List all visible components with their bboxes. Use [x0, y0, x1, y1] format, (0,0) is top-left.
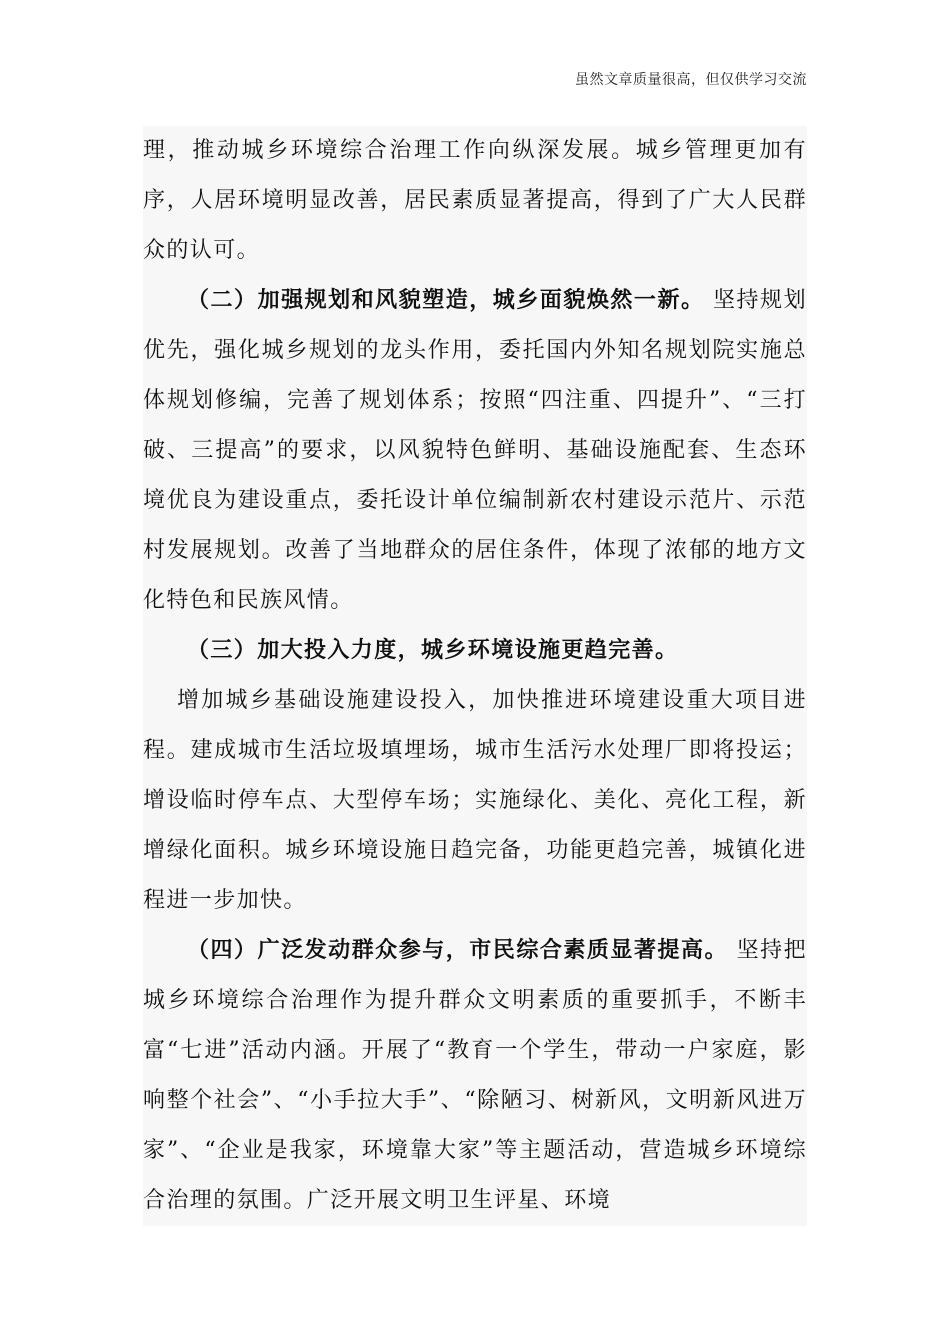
paragraph-4	[143, 676, 807, 926]
paragraph-5	[143, 926, 807, 1226]
document-body	[143, 126, 807, 1226]
section-heading-2: （二）加强规划和风貌塑造，城乡面貌焕然一新。	[187, 288, 705, 313]
header-note: 虽然文章质量很高，但仅供学习交流	[575, 72, 807, 88]
paragraph-4-text: 增加城乡基础设施建设投入，加快推进环境建设重大项目进程。建成城市生活垃圾填埋场，城市生活污水处理厂即将投运；增设临时停车点、大型停车场；实施绿化、美化、亮化工程，新增绿化面积。城乡环境设施日趋完备，功能更趋完善，城镇化进程进一步加快。	[143, 688, 807, 913]
section-heading-3: （三）加大投入力度，城乡环境设施更趋完善。	[187, 638, 679, 663]
paragraph-2-text: 坚持规划优先，强化城乡规划的龙头作用，委托国内外知名规划院实施总体规划修编，完善了规划体系；按照“四注重、四提升”、“三打破、三提高”的要求，以风貌特色鲜明、基础设施配套、生态环境优良为建设重点，委托设计单位编制新农村建设示范片、示范村发展规划。改善了当地群众的居住条件，体现了浓郁的地方文化特色和民族风情。	[143, 288, 807, 613]
section-heading-4: （四）广泛发动群众参与，市民综合素质显著提高。	[187, 938, 729, 963]
paragraph-2	[143, 276, 807, 626]
paragraph-3	[143, 626, 807, 676]
paragraph-5-text: 坚持把城乡环境综合治理作为提升群众文明素质的重要抓手，不断丰富“七进”活动内涵。开展了“教育一个学生，带动一户家庭，影响整个社会”、“小手拉大手”、“除陋习、树新风，文明新风进万家”、“企业是我家，环境靠大家”等主题活动，营造城乡环境综合治理的氛围。广泛开展文明卫生评星、环境	[143, 938, 808, 1213]
paragraph-1	[143, 126, 807, 276]
paragraph-1-text: 理，推动城乡环境综合治理工作向纵深发展。城乡管理更加有序，人居环境明显改善，居民素质显著提高，得到了广大人民群众的认可。	[143, 138, 807, 263]
